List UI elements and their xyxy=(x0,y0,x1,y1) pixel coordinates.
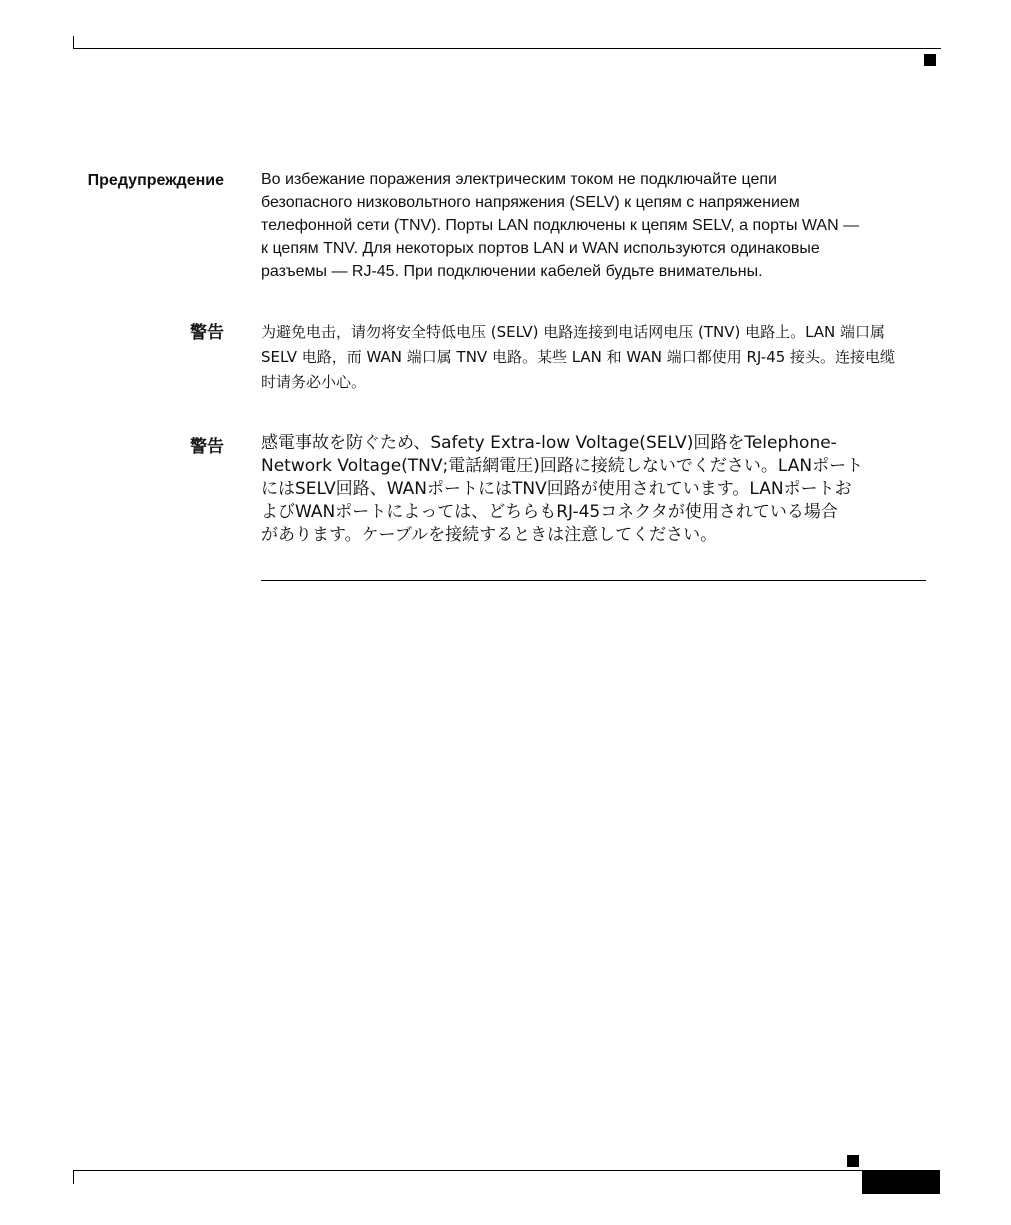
warning-text-line: よびWANポートによっては、どちらもRJ-45コネクタが使用されている場合 xyxy=(261,502,838,522)
footer-tick xyxy=(73,1170,74,1184)
warning-text-chinese xyxy=(261,320,926,395)
section-end-rule xyxy=(261,580,926,581)
page-number-box xyxy=(862,1170,940,1194)
warning-text-line: があります。ケーブルを接続するときは注意してください。 xyxy=(261,525,718,545)
warning-text-russian xyxy=(261,168,926,283)
warning-text-line: Network Voltage(TNV;電話網電圧)回路に接続しないでください。LANポート xyxy=(261,456,864,476)
header-rule xyxy=(73,48,941,49)
warning-text-line: безопасного низковольтного напряжения (SELV) к цепям с напряжением xyxy=(261,194,800,211)
warning-text-line: 感電事故を防ぐため、Safety Extra-low Voltage(SELV)回路をTelephone- xyxy=(261,433,837,453)
warning-text-line: 为避免电击，请勿将安全特低电压 (SELV) 电路连接到电话网电压 (TNV) 电路上。LAN 端口属 xyxy=(261,323,886,341)
warning-text-line: к цепям TNV. Для некоторых портов LAN и WAN используются одинаковые xyxy=(261,240,820,257)
footer-corner-marker xyxy=(847,1155,859,1167)
warning-text-japanese xyxy=(261,432,926,547)
warning-text-line: にはSELV回路、WANポートにはTNV回路が使用されています。LANポートお xyxy=(261,479,852,499)
warning-text-line: разъемы — RJ-45. При подключении кабелей будьте внимательны. xyxy=(261,263,763,280)
warning-text-line: телефонной сети (TNV). Порты LAN подключены к цепям SELV, а порты WAN — xyxy=(261,217,860,234)
header-corner-marker xyxy=(924,54,936,66)
warning-label-chinese: 警告 xyxy=(190,323,224,343)
warning-label-japanese: 警告 xyxy=(190,437,224,457)
warning-text-line: 时请务必小心。 xyxy=(261,373,367,391)
header-tick xyxy=(73,36,74,49)
footer-rule xyxy=(73,1170,862,1171)
warning-label-russian: Предупреждение xyxy=(87,172,224,189)
warning-text-line: Во избежание поражения электрическим током не подключайте цепи xyxy=(261,171,777,188)
warning-text-line: SELV 电路，而 WAN 端口属 TNV 电路。某些 LAN 和 WAN 端口都使用 RJ-45 接头。连接电缆 xyxy=(261,348,896,366)
